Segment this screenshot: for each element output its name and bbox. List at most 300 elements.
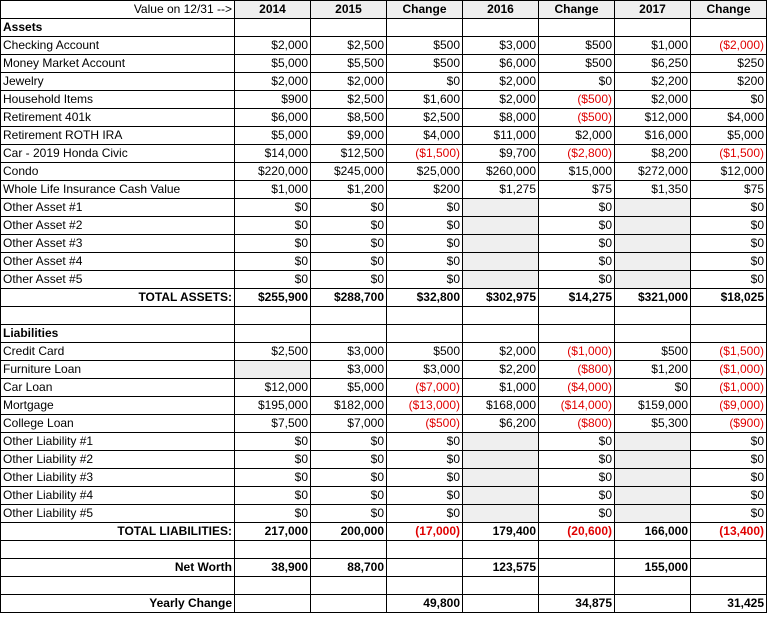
value-cell[interactable]: $6,200	[463, 415, 539, 433]
value-cell[interactable]: $0	[387, 433, 463, 451]
total-cell[interactable]: (20,600)	[539, 523, 615, 541]
liabilities-title-row	[1, 325, 767, 343]
liability-row	[1, 505, 767, 523]
value-cell[interactable]: $0	[615, 379, 691, 397]
value-cell[interactable]: $0	[311, 433, 387, 451]
value-cell[interactable]: $2,000	[463, 73, 539, 91]
total-cell[interactable]: $14,275	[539, 289, 615, 307]
value-cell[interactable]: $6,250	[615, 55, 691, 73]
value-cell[interactable]: $8,000	[463, 109, 539, 127]
total-cell[interactable]: 179,400	[463, 523, 539, 541]
total-liabilities-row	[1, 523, 767, 541]
value-cell[interactable]: $500	[387, 343, 463, 361]
empty-cell[interactable]	[311, 19, 387, 37]
value-cell[interactable]: $6,000	[463, 55, 539, 73]
value-cell[interactable]: ($500)	[387, 415, 463, 433]
value-cell[interactable]: $0	[539, 73, 615, 91]
value-cell[interactable]: $1,275	[463, 181, 539, 199]
value-cell[interactable]: $5,000	[691, 127, 767, 145]
value-cell[interactable]: $12,500	[311, 145, 387, 163]
empty-cell[interactable]	[235, 325, 311, 343]
column-header[interactable]: Change	[387, 1, 463, 19]
value-cell[interactable]: $12,000	[691, 163, 767, 181]
net-worth-cell[interactable]: 123,575	[463, 559, 539, 577]
value-cell[interactable]: $0	[691, 199, 767, 217]
value-cell[interactable]: $12,000	[235, 379, 311, 397]
liability-row	[1, 361, 767, 379]
empty-cell[interactable]	[1, 577, 235, 595]
yearly-change-label[interactable]: Yearly Change	[1, 595, 235, 613]
empty-cell[interactable]	[615, 307, 691, 325]
value-cell[interactable]: $0	[235, 235, 311, 253]
value-cell[interactable]: $0	[539, 487, 615, 505]
value-cell[interactable]: $0	[539, 505, 615, 523]
empty-cell[interactable]	[387, 307, 463, 325]
row-label[interactable]: Other Liability #2	[1, 451, 235, 469]
value-cell[interactable]	[463, 217, 539, 235]
value-cell[interactable]: $260,000	[463, 163, 539, 181]
yearly-change-cell[interactable]	[463, 595, 539, 613]
value-cell[interactable]: $0	[691, 271, 767, 289]
value-cell[interactable]: $1,000	[615, 37, 691, 55]
value-cell[interactable]	[463, 433, 539, 451]
row-label[interactable]: Other Asset #3	[1, 235, 235, 253]
total-cell[interactable]: $288,700	[311, 289, 387, 307]
empty-cell[interactable]	[1, 307, 235, 325]
value-cell[interactable]: $168,000	[463, 397, 539, 415]
yearly-change-cell[interactable]: 34,875	[539, 595, 615, 613]
value-cell[interactable]: $0	[311, 469, 387, 487]
empty-cell[interactable]	[235, 541, 311, 559]
value-cell[interactable]: $0	[311, 235, 387, 253]
asset-row	[1, 73, 767, 91]
value-cell[interactable]: ($800)	[539, 361, 615, 379]
value-cell[interactable]: $0	[387, 451, 463, 469]
empty-cell[interactable]	[539, 577, 615, 595]
value-cell[interactable]: $7,500	[235, 415, 311, 433]
value-cell[interactable]: $5,300	[615, 415, 691, 433]
spacer-row	[1, 577, 767, 595]
value-cell[interactable]: $5,500	[311, 55, 387, 73]
value-cell[interactable]: $0	[691, 217, 767, 235]
asset-row	[1, 127, 767, 145]
empty-cell[interactable]	[615, 325, 691, 343]
row-label[interactable]: Car Loan	[1, 379, 235, 397]
value-cell[interactable]	[615, 469, 691, 487]
empty-cell[interactable]	[691, 307, 767, 325]
value-cell[interactable]: $2,500	[311, 37, 387, 55]
empty-cell[interactable]	[387, 19, 463, 37]
empty-cell[interactable]	[691, 325, 767, 343]
value-cell[interactable]: $2,500	[235, 343, 311, 361]
empty-cell[interactable]	[615, 19, 691, 37]
total-cell[interactable]: $302,975	[463, 289, 539, 307]
empty-cell[interactable]	[311, 577, 387, 595]
yearly-change-row	[1, 595, 767, 613]
value-cell[interactable]: $2,000	[235, 37, 311, 55]
value-cell[interactable]: $3,000	[387, 361, 463, 379]
value-cell[interactable]	[615, 253, 691, 271]
value-cell[interactable]: $3,000	[311, 361, 387, 379]
value-cell[interactable]: $11,000	[463, 127, 539, 145]
value-cell[interactable]: $2,000	[311, 73, 387, 91]
value-cell[interactable]: ($1,000)	[691, 361, 767, 379]
asset-row	[1, 199, 767, 217]
asset-row	[1, 271, 767, 289]
empty-cell[interactable]	[235, 307, 311, 325]
value-cell[interactable]	[463, 253, 539, 271]
value-cell[interactable]: $1,000	[235, 181, 311, 199]
row-label[interactable]: Credit Card	[1, 343, 235, 361]
asset-row	[1, 91, 767, 109]
value-cell[interactable]: ($500)	[539, 109, 615, 127]
value-cell[interactable]: $500	[387, 55, 463, 73]
spacer-row	[1, 541, 767, 559]
value-cell[interactable]: $0	[539, 235, 615, 253]
empty-cell[interactable]	[539, 325, 615, 343]
value-cell[interactable]: $15,000	[539, 163, 615, 181]
column-header[interactable]: Change	[539, 1, 615, 19]
value-cell[interactable]: $25,000	[387, 163, 463, 181]
empty-cell[interactable]	[463, 307, 539, 325]
row-label[interactable]: Household Items	[1, 91, 235, 109]
row-label[interactable]: Other Liability #4	[1, 487, 235, 505]
value-cell[interactable]: $500	[387, 37, 463, 55]
value-cell[interactable]: $0	[235, 433, 311, 451]
value-cell[interactable]: $0	[691, 91, 767, 109]
value-cell[interactable]: $7,000	[311, 415, 387, 433]
value-cell[interactable]	[615, 433, 691, 451]
value-cell[interactable]: $250	[691, 55, 767, 73]
value-cell[interactable]: $159,000	[615, 397, 691, 415]
liability-row	[1, 397, 767, 415]
value-cell[interactable]: $2,500	[311, 91, 387, 109]
empty-cell[interactable]	[463, 577, 539, 595]
asset-row	[1, 37, 767, 55]
value-cell[interactable]: $2,200	[463, 361, 539, 379]
section-title[interactable]: Assets	[1, 19, 235, 37]
row-label[interactable]: Checking Account	[1, 37, 235, 55]
value-cell[interactable]: $0	[539, 253, 615, 271]
value-cell[interactable]: $2,000	[463, 343, 539, 361]
value-cell[interactable]: $0	[387, 235, 463, 253]
empty-cell[interactable]	[463, 325, 539, 343]
total-label[interactable]: TOTAL LIABILITIES:	[1, 523, 235, 541]
value-cell[interactable]: $220,000	[235, 163, 311, 181]
value-cell[interactable]	[235, 361, 311, 379]
value-cell[interactable]: $0	[387, 73, 463, 91]
empty-cell[interactable]	[691, 541, 767, 559]
liability-row	[1, 433, 767, 451]
row-label[interactable]: Other Asset #4	[1, 253, 235, 271]
total-cell[interactable]: 200,000	[311, 523, 387, 541]
value-cell[interactable]: $1,000	[463, 379, 539, 397]
value-cell[interactable]: $2,200	[615, 73, 691, 91]
empty-cell[interactable]	[539, 307, 615, 325]
value-cell[interactable]: $6,000	[235, 109, 311, 127]
value-cell[interactable]: $0	[387, 217, 463, 235]
value-cell[interactable]: $0	[311, 253, 387, 271]
value-cell[interactable]: $5,000	[311, 379, 387, 397]
net-worth-cell[interactable]	[539, 559, 615, 577]
value-cell[interactable]: $5,000	[235, 127, 311, 145]
empty-cell[interactable]	[1, 541, 235, 559]
total-cell[interactable]: (17,000)	[387, 523, 463, 541]
value-cell[interactable]: $0	[235, 253, 311, 271]
row-label[interactable]: Car - 2019 Honda Civic	[1, 145, 235, 163]
value-cell[interactable]: $8,200	[615, 145, 691, 163]
spacer-row	[1, 307, 767, 325]
value-cell[interactable]	[615, 451, 691, 469]
value-cell[interactable]	[615, 235, 691, 253]
row-label[interactable]: Other Asset #5	[1, 271, 235, 289]
value-cell[interactable]: $0	[387, 505, 463, 523]
value-cell[interactable]: $0	[539, 469, 615, 487]
column-header[interactable]: 2016	[463, 1, 539, 19]
value-cell[interactable]: $12,000	[615, 109, 691, 127]
total-cell[interactable]: 166,000	[615, 523, 691, 541]
column-header[interactable]: 2017	[615, 1, 691, 19]
value-cell[interactable]: ($1,500)	[387, 145, 463, 163]
value-cell[interactable]: $0	[235, 451, 311, 469]
value-cell[interactable]: $0	[539, 199, 615, 217]
value-cell[interactable]: ($14,000)	[539, 397, 615, 415]
empty-cell[interactable]	[615, 577, 691, 595]
value-cell[interactable]: $0	[539, 217, 615, 235]
asset-row	[1, 253, 767, 271]
empty-cell[interactable]	[311, 307, 387, 325]
total-cell[interactable]: 217,000	[235, 523, 311, 541]
yearly-change-cell[interactable]	[615, 595, 691, 613]
value-cell[interactable]: $0	[691, 469, 767, 487]
asset-row	[1, 55, 767, 73]
net-worth-cell[interactable]	[387, 559, 463, 577]
value-cell[interactable]: $3,000	[463, 37, 539, 55]
value-cell[interactable]	[615, 199, 691, 217]
asset-row	[1, 217, 767, 235]
value-cell[interactable]: $1,600	[387, 91, 463, 109]
value-cell[interactable]: $9,700	[463, 145, 539, 163]
column-header[interactable]: 2015	[311, 1, 387, 19]
value-cell[interactable]: $0	[691, 433, 767, 451]
row-label[interactable]: Other Liability #1	[1, 433, 235, 451]
value-cell[interactable]: ($7,000)	[387, 379, 463, 397]
empty-cell[interactable]	[463, 19, 539, 37]
value-cell[interactable]	[463, 235, 539, 253]
value-cell[interactable]: ($2,800)	[539, 145, 615, 163]
value-cell[interactable]: $16,000	[615, 127, 691, 145]
value-cell[interactable]	[615, 487, 691, 505]
value-cell[interactable]: $9,000	[311, 127, 387, 145]
value-cell[interactable]: $0	[311, 451, 387, 469]
value-cell[interactable]: ($1,000)	[539, 343, 615, 361]
value-cell[interactable]: $0	[235, 271, 311, 289]
value-cell[interactable]: ($13,000)	[387, 397, 463, 415]
empty-cell[interactable]	[235, 19, 311, 37]
value-cell[interactable]: $3,000	[311, 343, 387, 361]
value-cell[interactable]: $0	[387, 253, 463, 271]
net-worth-cell[interactable]	[691, 559, 767, 577]
net-worth-cell[interactable]: 38,900	[235, 559, 311, 577]
value-cell[interactable]: $500	[539, 55, 615, 73]
value-cell[interactable]: $500	[539, 37, 615, 55]
value-cell[interactable]: $0	[235, 505, 311, 523]
empty-cell[interactable]	[311, 541, 387, 559]
value-cell[interactable]	[615, 271, 691, 289]
value-cell[interactable]: $0	[691, 505, 767, 523]
value-cell[interactable]: $0	[387, 469, 463, 487]
header-row	[1, 1, 767, 19]
asset-row	[1, 181, 767, 199]
value-cell[interactable]: $0	[311, 199, 387, 217]
value-cell[interactable]: $0	[311, 271, 387, 289]
net-worth-cell[interactable]: 88,700	[311, 559, 387, 577]
liability-row	[1, 379, 767, 397]
total-label[interactable]: TOTAL ASSETS:	[1, 289, 235, 307]
value-cell[interactable]: $75	[539, 181, 615, 199]
value-cell[interactable]: ($4,000)	[539, 379, 615, 397]
value-cell[interactable]: $0	[691, 253, 767, 271]
row-label[interactable]: Retirement ROTH IRA	[1, 127, 235, 145]
total-cell[interactable]: $321,000	[615, 289, 691, 307]
value-cell[interactable]	[463, 469, 539, 487]
value-cell[interactable]: ($9,000)	[691, 397, 767, 415]
total-cell[interactable]: $255,900	[235, 289, 311, 307]
value-cell[interactable]: $8,500	[311, 109, 387, 127]
value-cell[interactable]: $2,000	[615, 91, 691, 109]
value-cell[interactable]: ($2,000)	[691, 37, 767, 55]
empty-cell[interactable]	[539, 19, 615, 37]
value-cell[interactable]: $195,000	[235, 397, 311, 415]
value-cell[interactable]: $4,000	[387, 127, 463, 145]
value-cell[interactable]: $4,000	[691, 109, 767, 127]
yearly-change-cell[interactable]: 49,800	[387, 595, 463, 613]
value-cell[interactable]: $0	[691, 487, 767, 505]
value-cell[interactable]: $0	[539, 271, 615, 289]
value-cell[interactable]	[463, 199, 539, 217]
value-cell[interactable]: $1,350	[615, 181, 691, 199]
value-cell[interactable]: $75	[691, 181, 767, 199]
value-cell[interactable]: $900	[235, 91, 311, 109]
net-worth-label[interactable]: Net Worth	[1, 559, 235, 577]
value-cell[interactable]: $500	[615, 343, 691, 361]
empty-cell[interactable]	[615, 541, 691, 559]
value-cell[interactable]: $245,000	[311, 163, 387, 181]
yearly-change-cell[interactable]	[235, 595, 311, 613]
column-header[interactable]: 2014	[235, 1, 311, 19]
value-cell[interactable]: $5,000	[235, 55, 311, 73]
value-cell[interactable]	[463, 451, 539, 469]
value-cell[interactable]: ($1,500)	[691, 343, 767, 361]
total-cell[interactable]: (13,400)	[691, 523, 767, 541]
value-cell[interactable]: $272,000	[615, 163, 691, 181]
row-label[interactable]: Mortgage	[1, 397, 235, 415]
value-cell[interactable]: $0	[539, 433, 615, 451]
value-cell[interactable]: ($900)	[691, 415, 767, 433]
value-cell[interactable]	[463, 487, 539, 505]
header-label[interactable]: Value on 12/31 -->	[1, 1, 235, 19]
empty-cell[interactable]	[311, 325, 387, 343]
value-cell[interactable]: $0	[691, 451, 767, 469]
section-title[interactable]: Liabilities	[1, 325, 235, 343]
row-label[interactable]: Furniture Loan	[1, 361, 235, 379]
row-label[interactable]: Retirement 401k	[1, 109, 235, 127]
value-cell[interactable]: $2,000	[235, 73, 311, 91]
value-cell[interactable]: $200	[387, 181, 463, 199]
row-label[interactable]: Other Asset #1	[1, 199, 235, 217]
value-cell[interactable]: ($800)	[539, 415, 615, 433]
value-cell[interactable]: $0	[235, 487, 311, 505]
value-cell[interactable]: $14,000	[235, 145, 311, 163]
empty-cell[interactable]	[691, 577, 767, 595]
value-cell[interactable]: $0	[311, 487, 387, 505]
value-cell[interactable]: $0	[539, 451, 615, 469]
value-cell[interactable]: $0	[235, 199, 311, 217]
value-cell[interactable]: $0	[387, 271, 463, 289]
value-cell[interactable]: $0	[311, 217, 387, 235]
value-cell[interactable]: $0	[387, 199, 463, 217]
empty-cell[interactable]	[387, 577, 463, 595]
value-cell[interactable]: ($1,500)	[691, 145, 767, 163]
value-cell[interactable]: $182,000	[311, 397, 387, 415]
liability-row	[1, 469, 767, 487]
value-cell[interactable]: $0	[311, 505, 387, 523]
value-cell[interactable]: $2,000	[463, 91, 539, 109]
yearly-change-cell[interactable]: 31,425	[691, 595, 767, 613]
empty-cell[interactable]	[539, 541, 615, 559]
asset-row	[1, 145, 767, 163]
empty-cell[interactable]	[387, 325, 463, 343]
assets-title-row	[1, 19, 767, 37]
value-cell[interactable]: $1,200	[615, 361, 691, 379]
net-worth-cell[interactable]: 155,000	[615, 559, 691, 577]
row-label[interactable]: Other Asset #2	[1, 217, 235, 235]
row-label[interactable]: Whole Life Insurance Cash Value	[1, 181, 235, 199]
total-cell[interactable]: $18,025	[691, 289, 767, 307]
column-header[interactable]: Change	[691, 1, 767, 19]
value-cell[interactable]	[615, 505, 691, 523]
value-cell[interactable]: $0	[235, 217, 311, 235]
empty-cell[interactable]	[235, 577, 311, 595]
row-label[interactable]: Other Liability #3	[1, 469, 235, 487]
value-cell[interactable]: $2,000	[539, 127, 615, 145]
value-cell[interactable]	[463, 271, 539, 289]
value-cell[interactable]: $0	[235, 469, 311, 487]
empty-cell[interactable]	[691, 19, 767, 37]
row-label[interactable]: Condo	[1, 163, 235, 181]
row-label[interactable]: Money Market Account	[1, 55, 235, 73]
value-cell[interactable]	[463, 505, 539, 523]
row-label[interactable]: College Loan	[1, 415, 235, 433]
value-cell[interactable]: $200	[691, 73, 767, 91]
row-label[interactable]: Other Liability #5	[1, 505, 235, 523]
value-cell[interactable]: $1,200	[311, 181, 387, 199]
value-cell[interactable]	[615, 217, 691, 235]
empty-cell[interactable]	[463, 541, 539, 559]
asset-row	[1, 163, 767, 181]
value-cell[interactable]: $0	[691, 235, 767, 253]
asset-row	[1, 235, 767, 253]
empty-cell[interactable]	[387, 541, 463, 559]
yearly-change-cell[interactable]	[311, 595, 387, 613]
value-cell[interactable]: ($1,000)	[691, 379, 767, 397]
value-cell[interactable]: $2,500	[387, 109, 463, 127]
liability-row	[1, 415, 767, 433]
row-label[interactable]: Jewelry	[1, 73, 235, 91]
value-cell[interactable]: $0	[387, 487, 463, 505]
total-cell[interactable]: $32,800	[387, 289, 463, 307]
value-cell[interactable]: ($500)	[539, 91, 615, 109]
